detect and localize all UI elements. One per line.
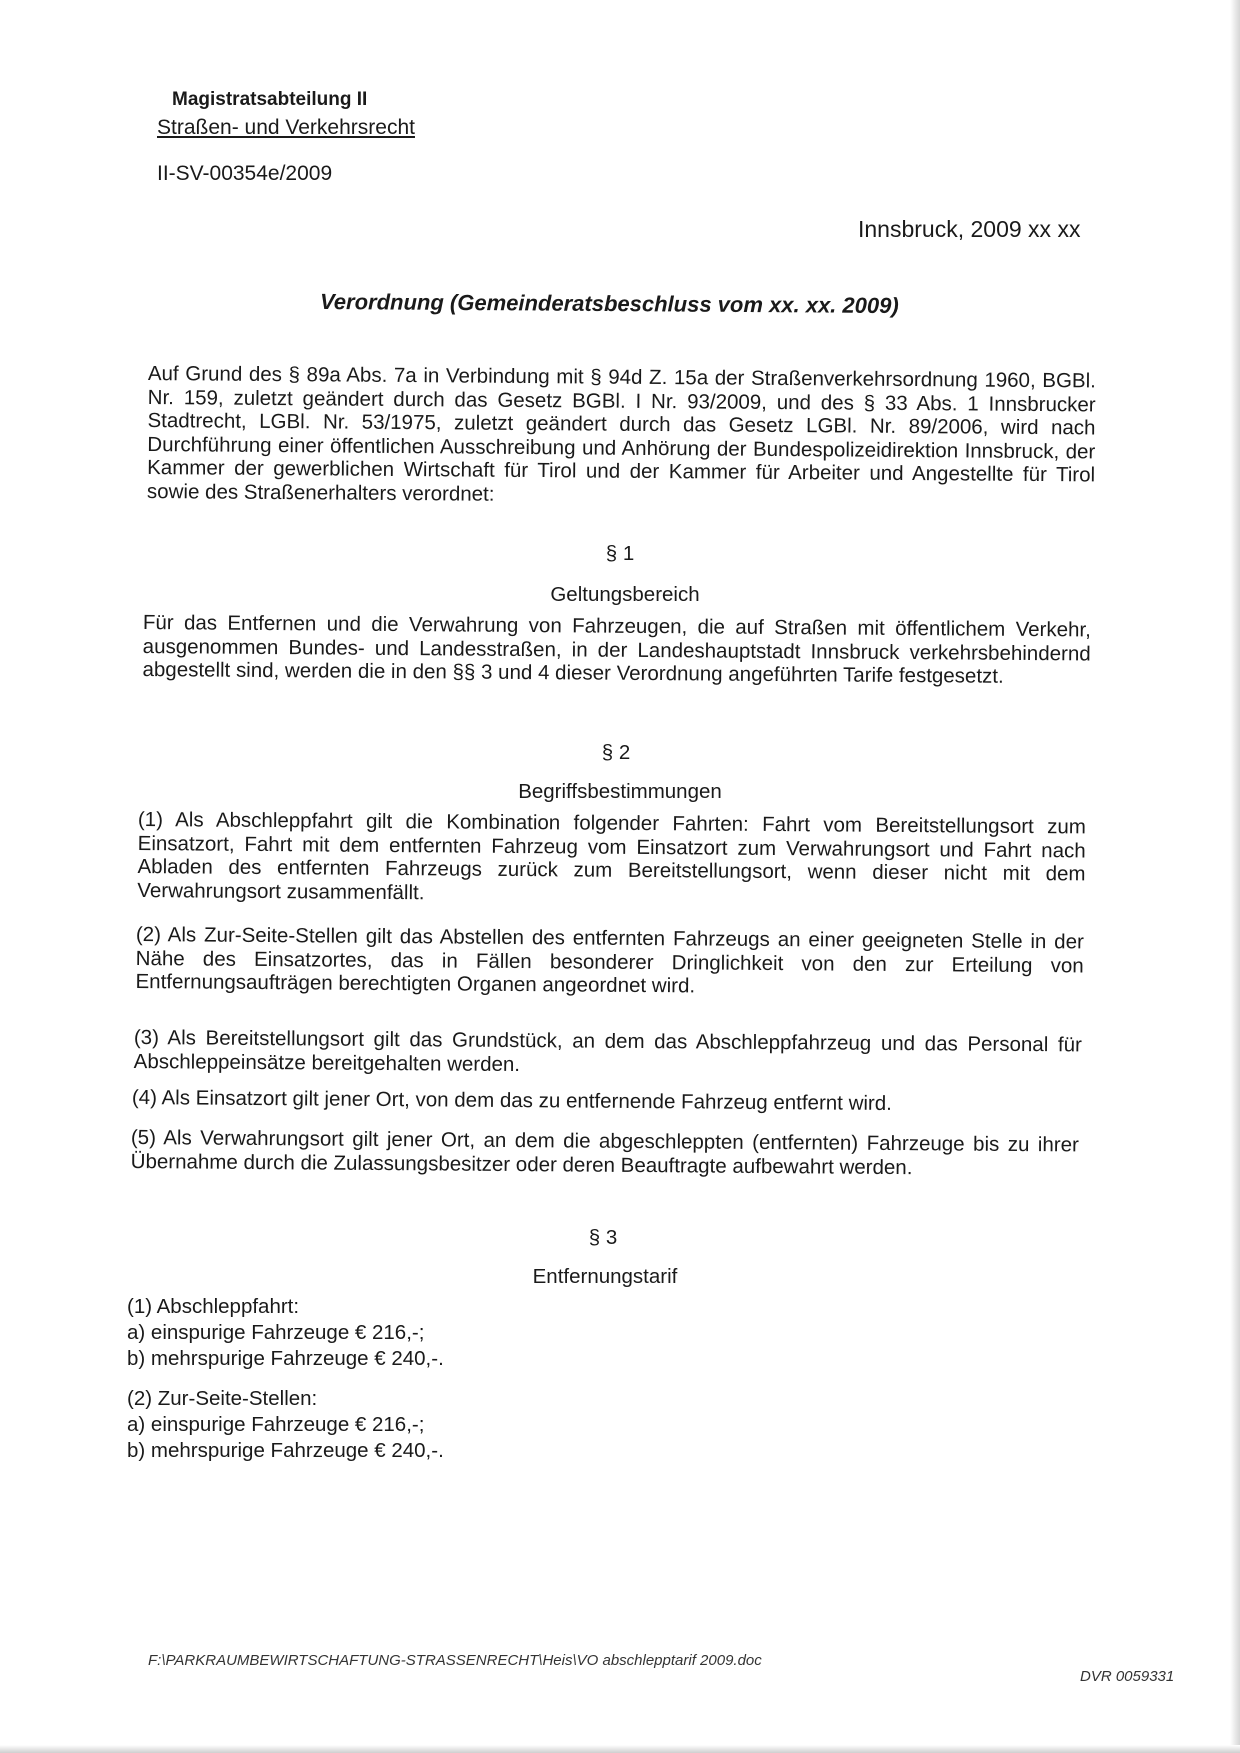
section-2-paragraph-2 [135, 923, 1084, 1001]
definition-einsatzort: (4) Als Einsatzort gilt jener Ort, von dem das zu entfernende Fahrzeug entfernt wird. [131, 1086, 892, 1115]
section-2-paragraph-4 [132, 1086, 1080, 1117]
scan-edge-right [1230, 0, 1240, 1753]
place-date: Innsbruck, 2009 xx xx [858, 216, 1081, 242]
section-2-heading: Begriffsbestimmungen [518, 780, 722, 803]
footer-file-path: F:\PARKRAUMBEWIRTSCHAFTUNG-STRASSENRECHT\Heis\VO abschlepptarif 2009.doc [148, 1652, 762, 1669]
tariff-item: b) mehrspurige Fahrzeuge € 240,-. [127, 1439, 444, 1462]
section-1-body [142, 611, 1091, 689]
tariff-label: (1) Abschleppfahrt: [127, 1295, 300, 1318]
document-title: Verordnung (Gemeinderatsbeschluss vom xx. xx. 2009) [319, 289, 899, 319]
subdepartment-name: Straßen- und Verkehrsrecht [157, 116, 415, 139]
section-2-number: § 2 [601, 741, 631, 764]
preamble [147, 362, 1096, 510]
section-2-paragraph-1 [137, 808, 1086, 909]
tariff-label: (2) Zur-Seite-Stellen: [127, 1387, 318, 1410]
footer-dvr-number: DVR 0059331 [1080, 1668, 1175, 1685]
tariff-item: a) einspurige Fahrzeuge € 216,-; [127, 1321, 425, 1344]
section-1-number: § 1 [605, 542, 635, 565]
definition-abschleppfahrt: (1) Als Abschleppfahrt gilt die Kombination folgender Fahrten: Fahrt vom Bereitstellungsort zum Einsatzort, Fahrt mit dem entfernten Fahrzeug vom Einsatzort zum Verwahrungsort und Fahrt nach Abladen des entfernten Fahrzeugs zurück zum Bereitstellungsort, wenn dieser nicht mit dem Verwahrungsort zusammenfällt. [137, 808, 1086, 904]
preamble-text: Auf Grund des § 89a Abs. 7a in Verbindung mit § 94d Z. 15a der Straßenverkehrsordnung 1960, BGBl. Nr. 159, zuletzt geändert durch das Gesetz BGBl. I Nr. 93/2009, und des § 33 Abs. 1 Innsbrucker Stadtrecht, LGBl. Nr. 53/1975, zuletzt geändert durch das Gesetz LGBl. Nr. 89/2006, wird nach Durchführung einer öffentlichen Ausschreibung und Anhörung der Bundespolizeidirektion Innsbruck, der Kammer der gewerblichen Wirtschaft für Tirol und der Kammer für Arbeiter und Angestellte für Tirol sowie des Straßenerhalters verordnet: [146, 362, 1096, 506]
scan-edge-bottom [0, 1745, 1240, 1753]
reference-number: II-SV-00354e/2009 [157, 162, 333, 185]
section-3-number: § 3 [588, 1226, 618, 1249]
section-3-heading: Entfernungstarif [532, 1265, 678, 1288]
definition-bereitstellungsort: (3) Als Bereitstellungsort gilt das Grundstück, an dem das Abschleppfahrzeug und das Personal für Abschleppeinsätze bereitgehalten werden. [133, 1026, 1082, 1076]
section-2-paragraph-5 [131, 1126, 1079, 1180]
section-2-paragraph-3 [134, 1026, 1082, 1080]
tariff-item: a) einspurige Fahrzeuge € 216,-; [127, 1413, 425, 1436]
tariff-list-zur-seite-stellen [127, 1386, 444, 1464]
definition-zur-seite-stellen: (2) Als Zur-Seite-Stellen gilt das Abstellen des entfernten Fahrzeugs an einer geeigneten Stelle in der Nähe des Einsatzortes, das in Fällen besonderer Dringlichkeit von den zur Erteilung von Entfernungsaufträgen berechtigten Organen angeordnet wird. [135, 923, 1084, 998]
section-1-heading: Geltungsbereich [550, 583, 700, 606]
definition-verwahrungsort: (5) Als Verwahrungsort gilt jener Ort, an dem die abgeschleppten (entfernten) Fahrzeuge bis zu ihrer Übernahme durch die Zulassungsbesitzer oder deren Beauftragte aufbewahrt werden. [130, 1126, 1079, 1179]
tariff-list-abschleppfahrt [127, 1294, 444, 1372]
section-1-paragraph: Für das Entfernen und die Verwahrung von Fahrzeugen, die auf Straßen mit öffentlichem Verkehr, ausgenommen Bundes- und Landesstraßen, in der Landeshauptstadt Innsbruck verkehrsbehindernd abgestellt sind, werden die in den §§ 3 und 4 dieser Verordnung angeführten Tarife festgesetzt. [142, 611, 1091, 688]
department-name: Magistratsabteilung II [172, 89, 368, 110]
tariff-item: b) mehrspurige Fahrzeuge € 240,-. [127, 1347, 444, 1370]
